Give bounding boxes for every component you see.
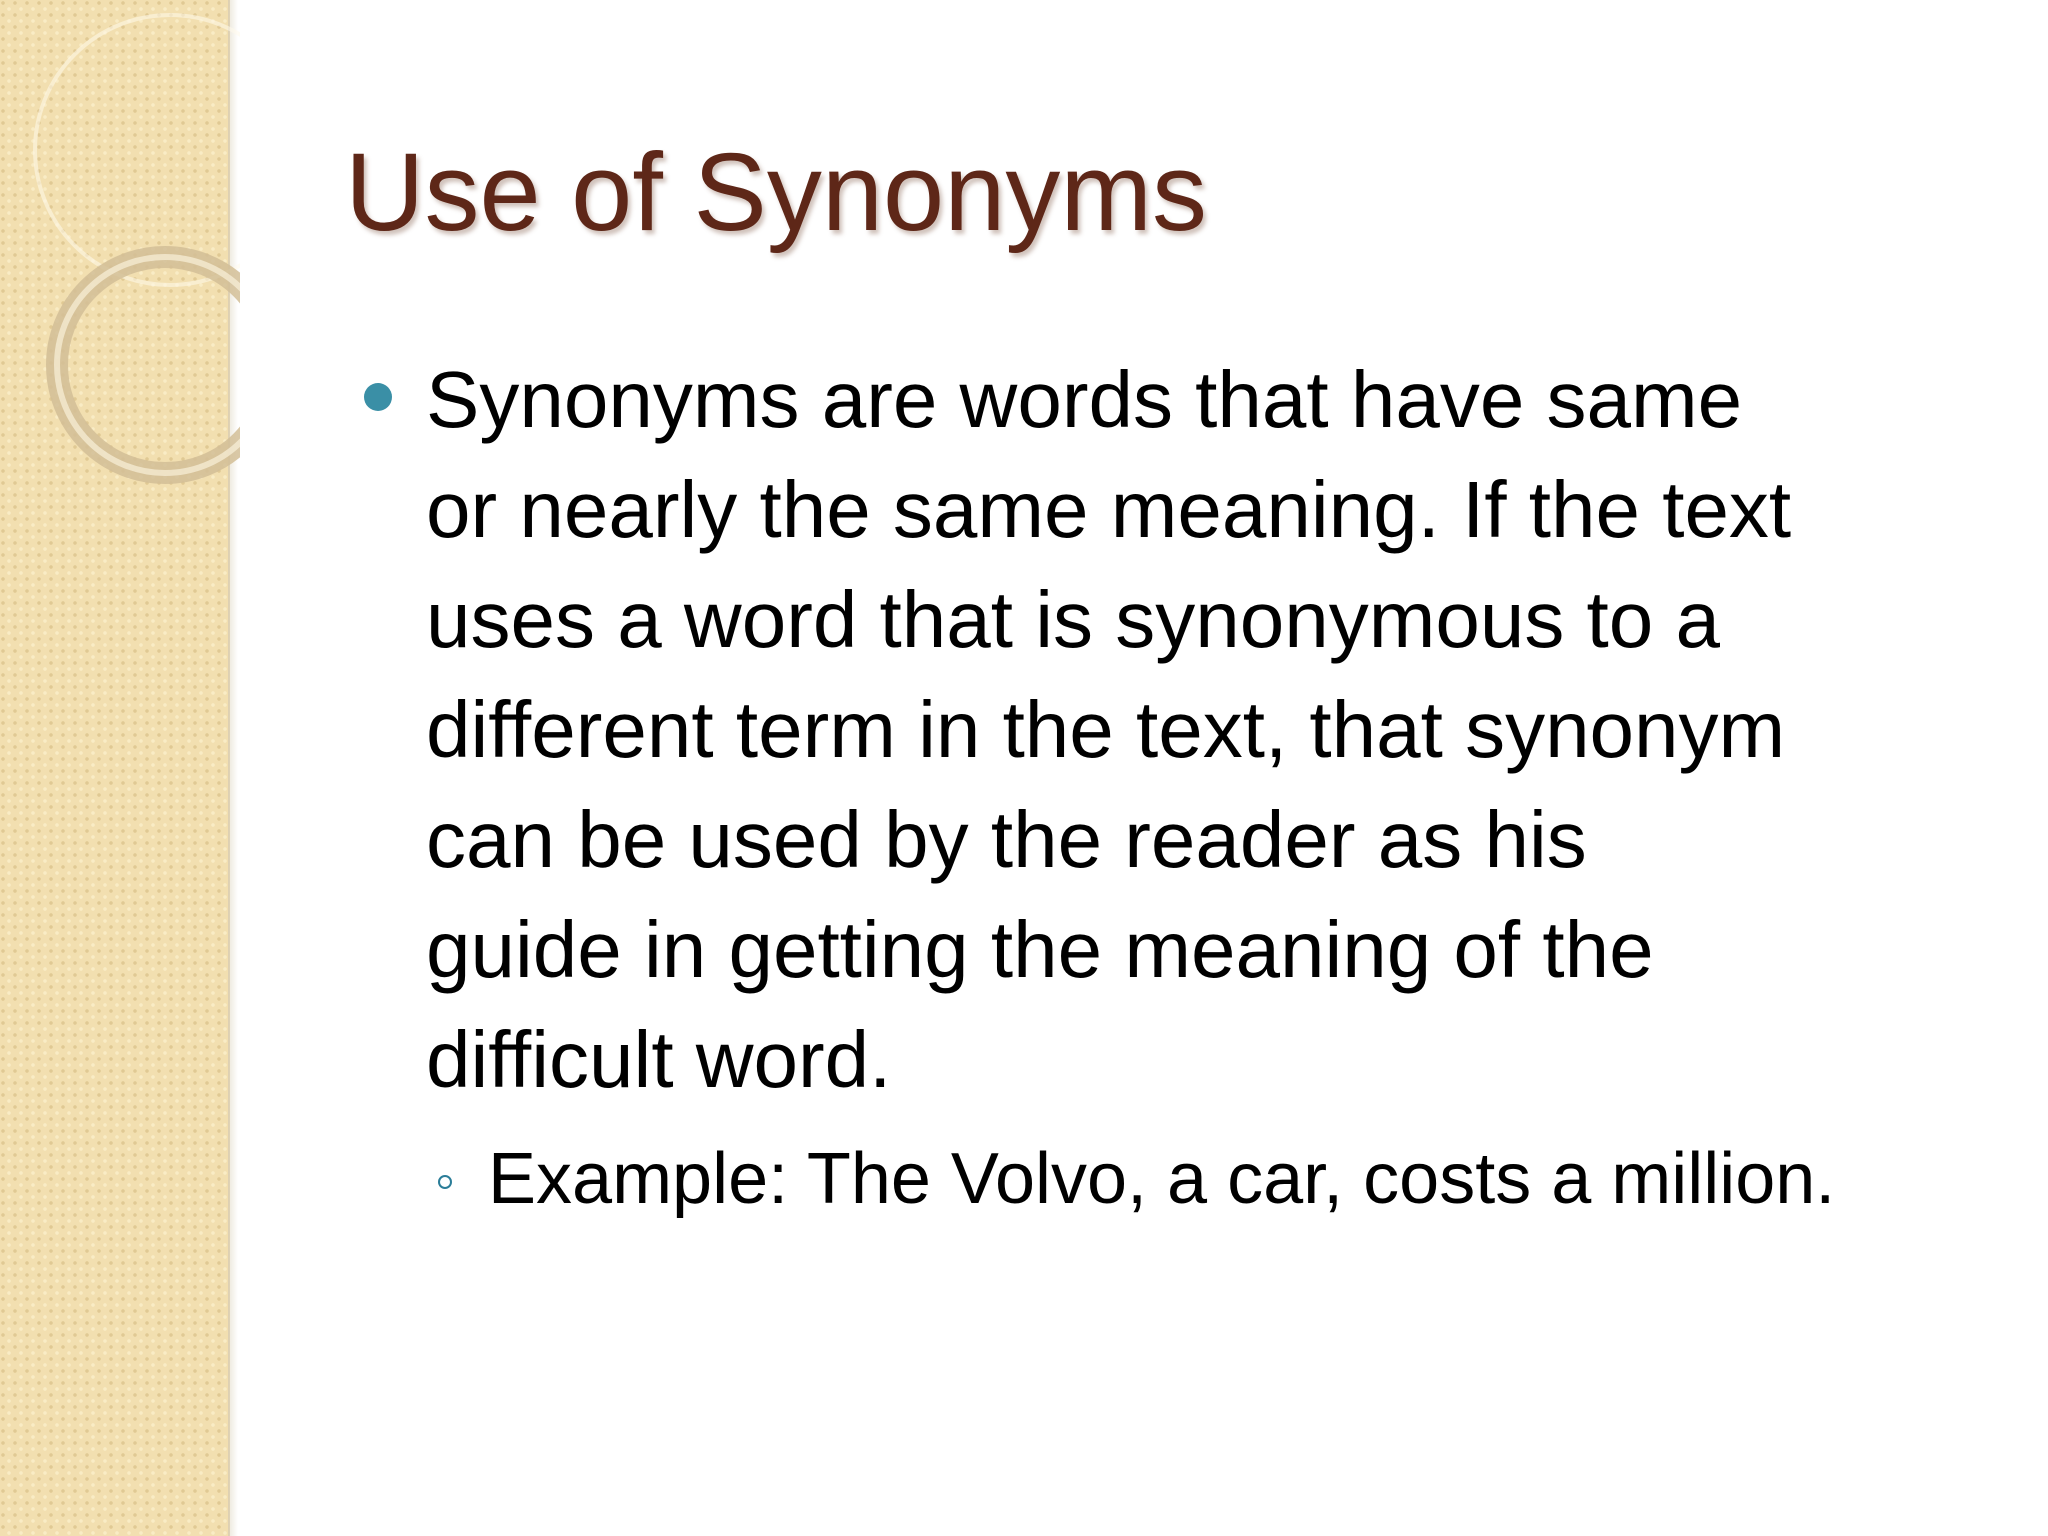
bullet-item bbox=[350, 345, 2010, 1115]
sub-bullet-item bbox=[350, 1129, 2010, 1229]
bullet-text-line: uses a word that is synonymous to a bbox=[426, 575, 1720, 664]
bullet-text-line: guide in getting the meaning of the bbox=[426, 905, 1654, 994]
decorative-rings bbox=[0, 0, 240, 520]
bullet-text-line: Synonyms are words that have same bbox=[426, 355, 1743, 444]
bullet-dot-icon bbox=[364, 383, 392, 411]
large-ring bbox=[35, 15, 240, 285]
bullet-text-line: different term in the text, that synonym bbox=[426, 685, 1786, 774]
thick-ring-highlight bbox=[57, 257, 240, 473]
bullet-text-line: or nearly the same meaning. If the text bbox=[426, 465, 1792, 554]
slide-body bbox=[350, 345, 2010, 1229]
bullet-text-line: can be used by the reader as his bbox=[426, 795, 1587, 884]
hollow-bullet-icon bbox=[438, 1175, 452, 1189]
slide-title: Use of Synonyms bbox=[345, 131, 1208, 254]
bullet-text-line: difficult word. bbox=[426, 1015, 892, 1104]
sub-bullet-text: Example: The Volvo, a car, costs a million. bbox=[488, 1139, 1836, 1219]
